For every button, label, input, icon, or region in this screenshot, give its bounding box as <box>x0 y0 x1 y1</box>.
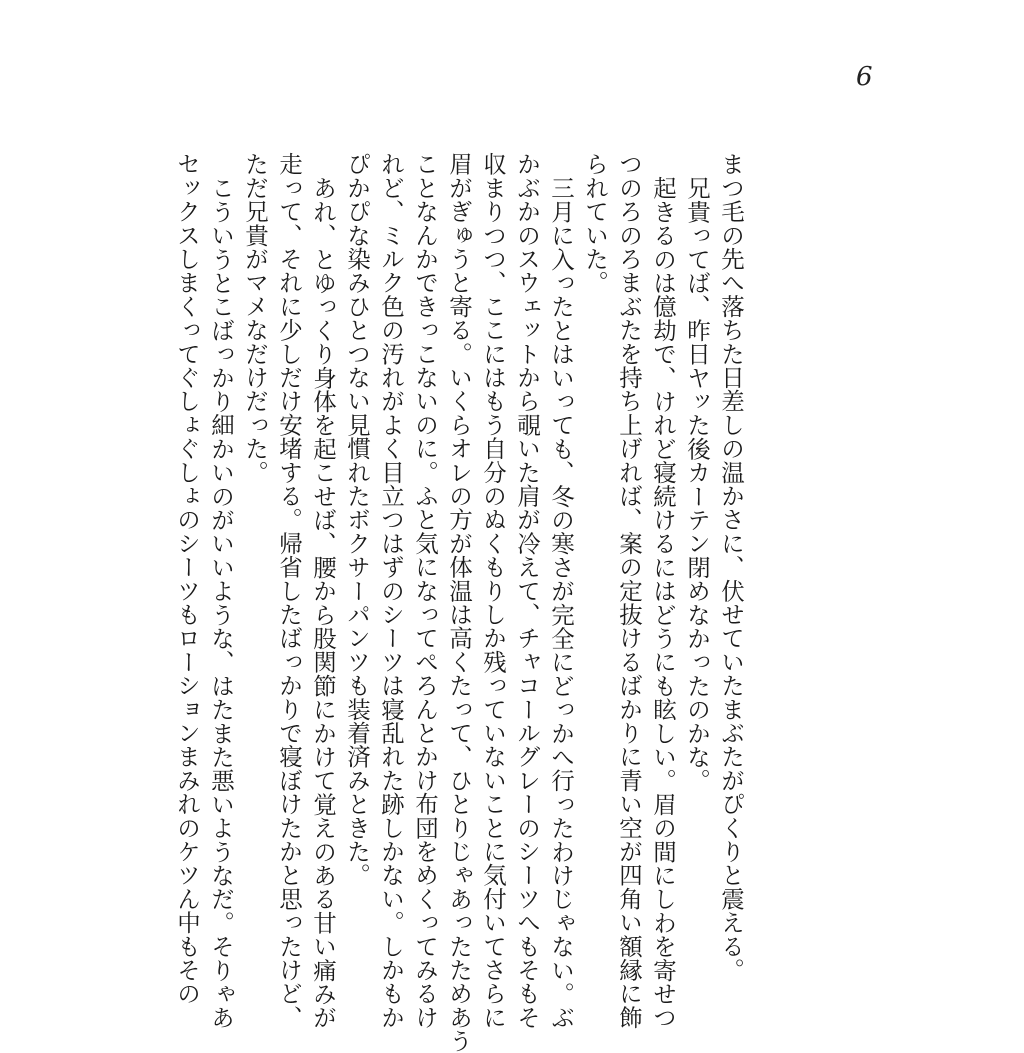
text-line: 収まりつつ、ここにはもう自分のぬくもりしか残っていないことに気付いてさらに <box>479 152 507 1029</box>
text-line: あれ、とゆっくり身体を起こせば、腰から股関節にかけて覚えのある甘い痛みが <box>309 175 337 1029</box>
text-line: られていた。 <box>581 152 609 295</box>
text-line: れど、ミルク色の汚れがよく目立つはずのシーツは寝乱れた跡しかない。しかもか <box>377 152 405 1029</box>
text-line: 三月に入ったとはいっても、冬の寒さが完全にどっかへ行ったわけじゃない。ぶ <box>547 175 575 1029</box>
text-line: こういうとこばっかり細かいのがいいような、はたまた悪いようなだ。そりゃあ <box>207 175 235 1029</box>
text-line: ただ兄貴がマメなだけだった。 <box>241 152 269 484</box>
text-line: ことなんかできっこないのに。ふと気になってぺろんとかけ布団をめくってみるけ <box>411 152 439 1029</box>
text-line: まつ毛の先へ落ちた日差しの温かさに、伏せていたまぶたがぴくりと震える。 <box>717 152 745 982</box>
text-line: 起きるのは億劫で、けれど寝続けるにはどうにも眩しい。眉の間にしわを寄せつ <box>649 175 677 1029</box>
page-number: 6 <box>856 62 873 92</box>
text-line: 走って、それに少しだけ安堵する。帰省したばっかりで寝ぼけたかと思ったけど、 <box>275 152 303 1029</box>
text-line: つのろのろまぶたを持ち上げれば、案の定抜けるばかりに青い空が四角い額縁に飾 <box>615 152 643 1029</box>
text-line: 兄貴ってば、昨日ヤッた後カーテン閉めなかったのかな。 <box>683 175 711 792</box>
text-line: ぴかぴな染みひとつない見慣れたボクサーパンツも装着済みときた。 <box>343 152 371 887</box>
vertical-text-body <box>170 152 748 1053</box>
text-line: 眉がぎゅうと寄る。いくらオレの方が体温は高くたって、ひとりじゃあったためあう <box>445 152 473 1053</box>
text-line: かぶかのスウェットから覗いた肩が冷えて、チャコールグレーのシーツへもそもそ <box>513 152 541 1029</box>
text-line: セックスしまくってぐしょぐしょのシーツもローションまみれのケツん中もその <box>173 152 201 1006</box>
